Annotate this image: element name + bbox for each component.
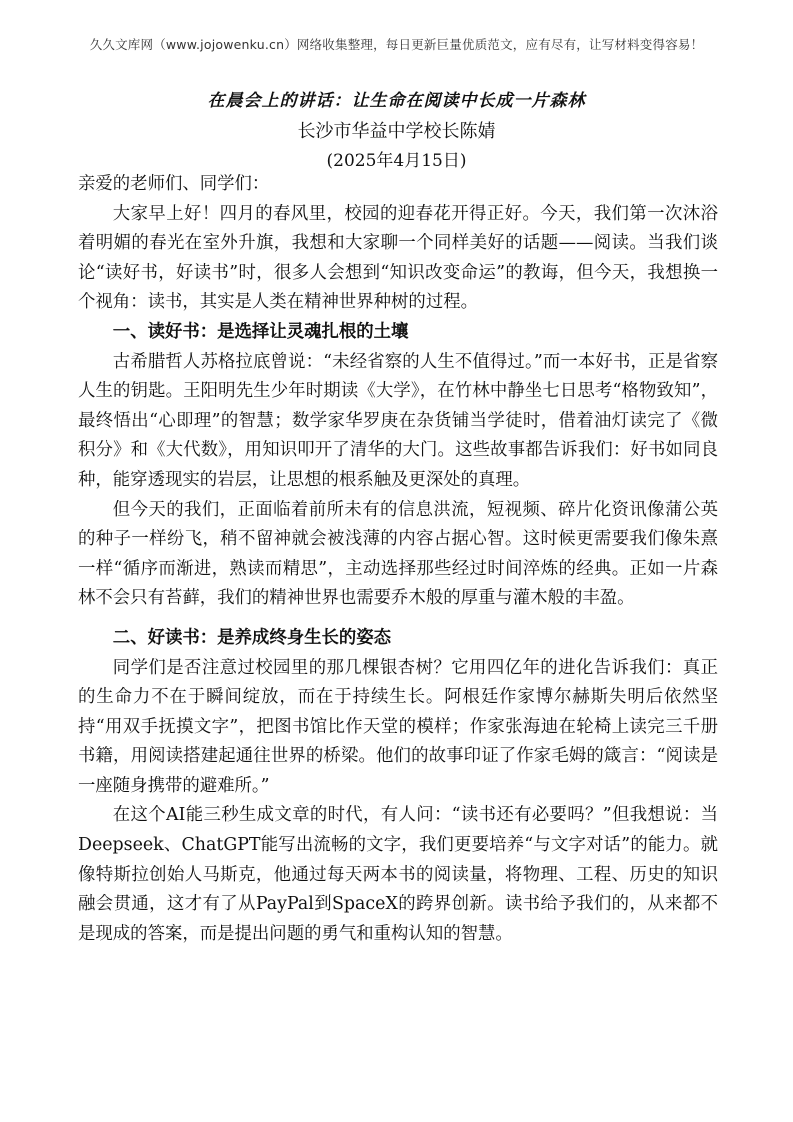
paragraph-ginkgo: 同学们是否注意过校园里的那几棵银杏树？它用四亿年的进化告诉我们：真正的生命力不在于瞬间绽放，而在于持续生长。阿根廷作家博尔赫斯失明后依然坚持“用双手抚摸文字”，把图书馆比作天堂的模样；作家张海迪在轮椅上读完三千册书籍，用阅读搭建起通往世界的桥梁。他们的故事印证了作家毛姆的箴言：“阅读是一座随身携带的避难所。” (78, 657, 718, 796)
site-banner: 久久文库网（www.jojowenku.cn）网络收集整理，每日更新巨量优质范文，应有尽有，让写材料变得容易！ (89, 37, 704, 52)
salutation: 亲爱的老师们、同学们： (78, 174, 270, 194)
speech-title: 在晨会上的讲话：让生命在阅读中长成一片森林 (207, 91, 586, 111)
paragraph-information-flood: 但今天的我们，正面临着前所未有的信息洪流，短视频、碎片化资讯像蒲公英的种子一样纷飞，稍不留神就会被浅薄的内容占据心智。这时候更需要我们像朱熹一样“循序而渐进，熟读而精思”，主动选择那些经过时间淬炼的经典。正如一片森林不会只有苔藓，我们的精神世界也需要乔木般的厚重与灌木般的丰盈。 (78, 499, 718, 609)
section-heading-2: 二、好读书：是养成终身生长的姿态 (112, 627, 392, 648)
paragraph-good-books: 古希腊哲人苏格拉底曾说：“未经省察的人生不值得过。”而一本好书，正是省察人生的钥匙。王阳明先生少年时期读《大学》，在竹林中静坐七日思考“格物致知”，最终悟出“心即理”的智慧；数学家华罗庚在杂货铺当学徒时，借着油灯读完了《微积分》和《大代数》，用知识叩开了清华的大门。这些故事都告诉我们：好书如同良种，能穿透现实的岩层，让思想的根系触及更深处的真理。 (78, 351, 718, 490)
speech-body (78, 170, 718, 949)
speech-date: (2025年4月15日) (326, 151, 467, 171)
paragraph-ai-era: 在这个AI能三秒生成文章的时代，有人问：“读书还有必要吗？”但我想说：当Deepseek、ChatGPT能写出流畅的文字，我们更要培养“与文字对话”的能力。就像特斯拉创始人马斯克，他通过每天两本书的阅读量，将物理、工程、历史的知识融会贯通，这才有了从PayPal到SpaceX的跨界创新。读书给予我们的，从来都不是现成的答案，而是提出问题的勇气和重构认知的智慧。 (78, 805, 718, 944)
speech-author: 长沙市华益中学校长陈婧 (297, 121, 496, 142)
paragraph-intro: 大家早上好！四月的春风里，校园的迎春花开得正好。今天，我们第一次沐浴着明媚的春光在室外升旗，我想和大家聊一个同样美好的话题——阅读。当我们谈论“读好书，好读书”时，很多人会想到“知识改变命运”的教诲，但今天，我想换一个视角：读书，其实是人类在精神世界种树的过程。 (78, 203, 718, 313)
section-heading-1: 一、读好书：是选择让灵魂扎根的土壤 (112, 321, 409, 342)
